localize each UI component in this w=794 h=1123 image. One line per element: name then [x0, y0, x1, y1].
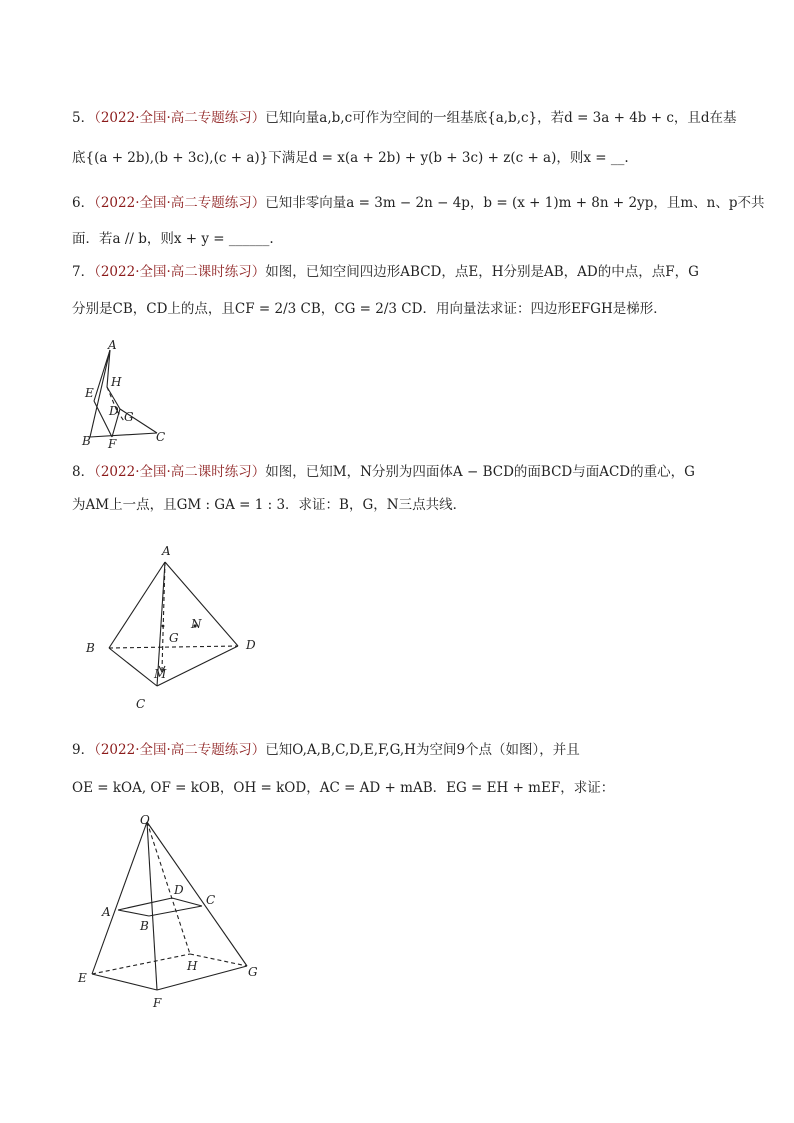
fig9-label-a: A	[102, 905, 111, 919]
fig8-label-d: D	[246, 638, 256, 652]
problem-6-line-1: 6．（2022·全国·高二专题练习）已知非零向量a = 3m − 2n − 4p，b = (x + 1)m + 8n + 2yp，且m、n、p不共	[72, 195, 765, 211]
problem-8-source: （2022·全国·高二课时练习）	[94, 464, 266, 480]
fig9-label-f: F	[153, 996, 162, 1010]
fig9-label-b: B	[140, 919, 149, 933]
fig8-label-c: C	[136, 697, 146, 711]
figure-quadrilateral-abcd	[72, 335, 182, 450]
fig9-label-g: G	[248, 965, 258, 979]
fig9-label-e: E	[78, 971, 87, 985]
fig8-label-a: A	[162, 544, 171, 558]
problem-9-source: （2022·全国·高二专题练习）	[94, 742, 266, 758]
problem-8-line-2: 为AM上一点，且GM : GA = 1 : 3．求证：B，G，N三点共线．	[72, 497, 467, 513]
problem-5-line-1: 5．（2022·全国·高二专题练习）已知向量a,b,c可作为空间的一组基底{a,b,c}，若d = 3a + 4b + c，且d在基	[72, 110, 737, 126]
problem-5-line-2: 底{(a + 2b),(b + 3c),(c + a)}下满足d = x(a + 2b) + y(b + 3c) + z(c + a)，则x = __.	[72, 150, 629, 166]
fig9-label-h: H	[187, 959, 198, 973]
fig8-label-m: M	[154, 667, 167, 681]
fig7-label-f: F	[108, 437, 117, 450]
fig7-label-b: B	[82, 434, 91, 448]
fig9-label-c: C	[206, 893, 216, 907]
fig8-label-g: G	[169, 631, 179, 645]
fig7-label-d: D	[109, 404, 119, 418]
fig7-label-g: G	[124, 410, 134, 424]
problem-6-line-2: 面．若a // b，则x + y = ______.	[72, 231, 274, 247]
fig9-label-d: D	[174, 883, 184, 897]
fig9-label-o: O	[140, 813, 150, 827]
problem-9-line-1: 9．（2022·全国·高二专题练习）已知O,A,B,C,D,E,F,G,H为空间9个点（如图），并且	[72, 742, 580, 758]
figure-tetrahedron-abcd	[80, 538, 280, 713]
fig7-label-e: E	[85, 386, 94, 400]
problem-8-line-1: 8．（2022·全国·高二课时练习）如图，已知M，N分别为四面体A − BCD的面BCD与面ACD的重心，G	[72, 464, 695, 480]
problem-7-line-1: 7．（2022·全国·高二课时练习）如图，已知空间四边形ABCD，点E，H分别是AB，AD的中点，点F，G	[72, 264, 699, 280]
problem-7-source: （2022·全国·高二课时练习）	[94, 264, 266, 280]
problem-5-source: （2022·全国·高二专题练习）	[94, 110, 266, 126]
problem-7-line-2: 分别是CB，CD上的点，且CF = 2/3 CB，CG = 2/3 CD．用向量法求证：四边形EFGH是梯形．	[72, 301, 667, 317]
problem-9-line-2: OE = kOA, OF = kOB，OH = kOD，AC = AD + mAB．EG = EH + mEF，求证：	[72, 780, 615, 796]
figure-pyramid-o	[72, 808, 272, 1013]
problem-6-source: （2022·全国·高二专题练习）	[94, 195, 266, 211]
fig7-label-h: H	[111, 375, 122, 389]
fig7-label-a: A	[108, 338, 117, 352]
fig7-label-c: C	[156, 430, 166, 444]
fig8-label-n: N	[191, 617, 202, 631]
fig8-label-b: B	[86, 641, 95, 655]
